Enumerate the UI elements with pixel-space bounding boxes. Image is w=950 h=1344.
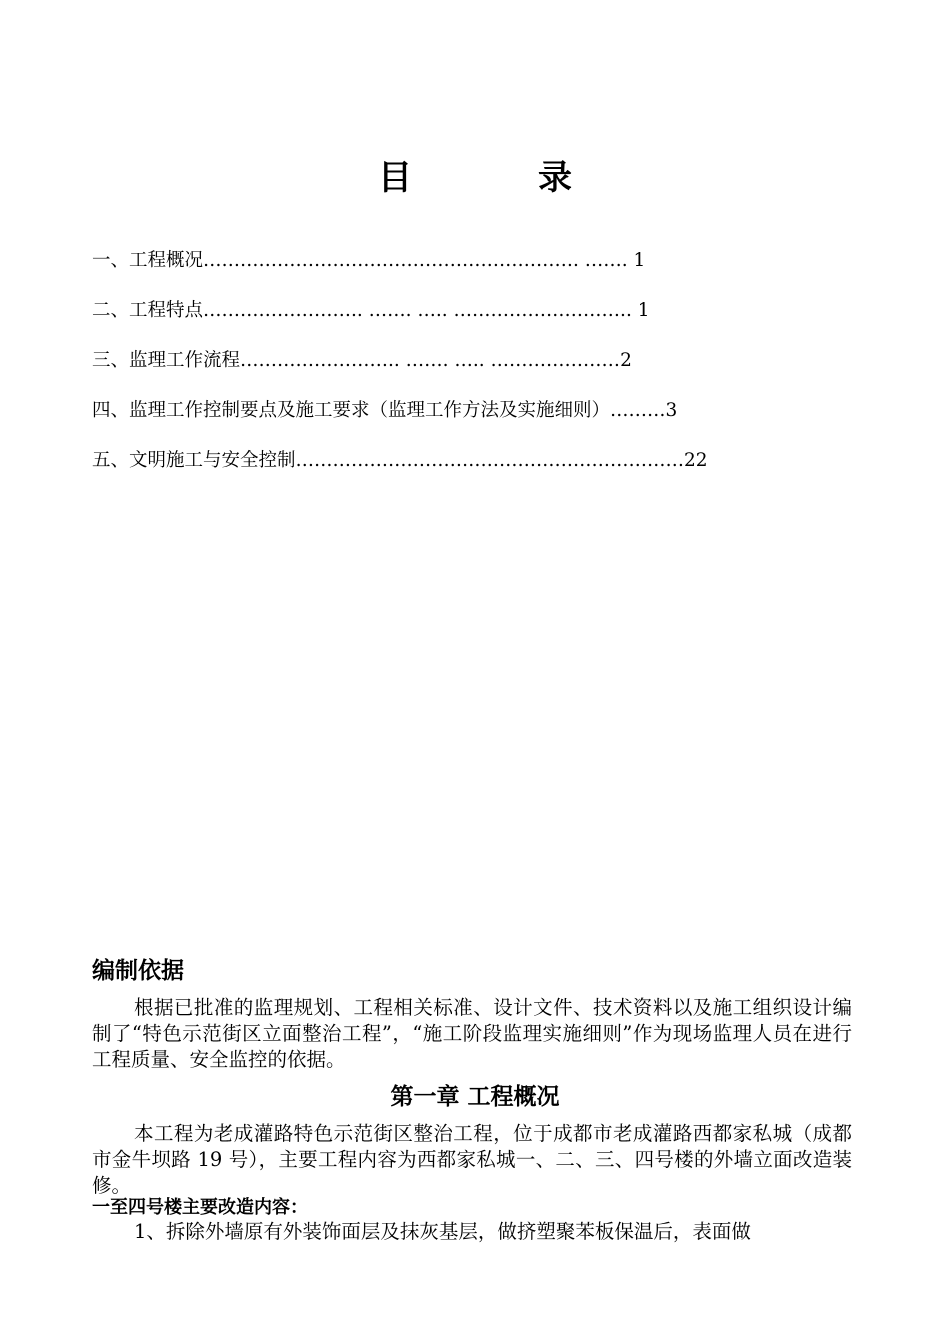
toc-entry-label: 一、工程概况	[92, 250, 204, 271]
basis-heading: 编制依据	[92, 958, 184, 984]
toc-entry-page: 3	[665, 400, 678, 421]
renovation-item-1: 1、拆除外墙原有外装饰面层及抹灰基层，做挤塑聚苯板保温后，表面做	[134, 1220, 751, 1243]
chapter-title: 第一章 工程概况	[390, 1084, 560, 1110]
toc-entry[interactable]	[92, 443, 872, 493]
toc-entry[interactable]	[92, 393, 872, 443]
table-of-contents	[92, 243, 872, 493]
toc-entry[interactable]	[92, 343, 872, 393]
toc-entry-page: 2	[620, 350, 632, 371]
toc-entry-label: 五、文明施工与安全控制	[92, 450, 296, 471]
toc-entry-page: 1	[637, 300, 650, 321]
toc-entry-label: 二、工程特点	[92, 300, 204, 321]
toc-entry-label: 四、监理工作控制要点及施工要求（监理工作方法及实施细则）	[92, 400, 611, 421]
toc-entry-leader: …………………….. ……. ….. …………………	[240, 350, 621, 371]
toc-entry-leader: ………	[610, 400, 666, 421]
basis-paragraph: 根据已批准的监理规划、工程相关标准、设计文件、技术资料以及施工组织设计编制了“特色示范街区立面整治工程”，“施工阶段监理实施细则”作为现场监理人员在进行工程质量、安全监控的依据。	[92, 996, 852, 1071]
toc-entry-leader: …………………….. ……. ….. ………………………..	[203, 300, 638, 321]
toc-entry-leader: ………………………………………………………	[295, 450, 685, 471]
renovation-subheading: 一至四号楼主要改造内容：	[92, 1197, 308, 1218]
chapter-intro-paragraph: 本工程为老成灌路特色示范街区整治工程，位于成都市老成灌路西都家私城（成都市金牛坝路 19 号），主要工程内容为西都家私城一、二、三、四号楼的外墙立面改造装修。	[92, 1122, 852, 1197]
toc-entry-page: 1	[633, 250, 646, 271]
toc-entry[interactable]	[92, 293, 872, 343]
toc-entry[interactable]	[92, 243, 872, 293]
toc-entry-page: 22	[684, 450, 708, 471]
toc-title: 目 录	[378, 158, 618, 198]
toc-entry-label: 三、监理工作流程	[92, 350, 241, 371]
toc-entry-leader: ……………………………………………………. …….	[203, 250, 634, 271]
